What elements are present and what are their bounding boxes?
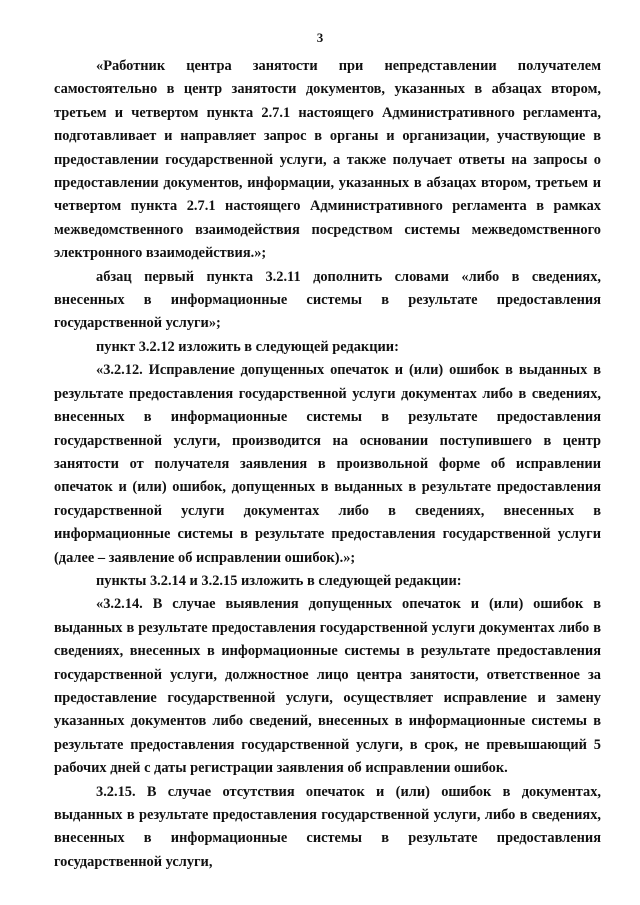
paragraph-1: «Работник центра занятости при непредставлении получателем самостоятельно в центр занятости документов, указанных в абзацах втором, третьем и четвертом пункта 2.7.1 настоящего Административного регламента, подготавливает и направляет запрос в органы и организации, участвующие в предоставлении государственной услуги, а также получает ответы на запросы о предоставлении документов, информации, указанных в абзацах втором, третьем и четвертом пункта 2.7.1 настоящего Административного регламента в рамках межведомственного взаимодействия посредством системы межведомственного электронного взаимодействия.»; xyxy=(54,58,601,262)
paragraph-5: пункты 3.2.14 и 3.2.15 изложить в следующей редакции: xyxy=(96,572,462,589)
paragraph-2: абзац первый пункта 3.2.11 дополнить словами «либо в сведениях, внесенных в информационные системы в результате предоставления государственной услуги»; xyxy=(54,268,601,332)
paragraph-4: «3.2.12. Исправление допущенных опечаток и (или) ошибок в выданных в результате предоставления государственной услуги документах либо в сведениях, внесенных в информационные системы в результате предоставления государственной услуги, производится на основании поступившего в центр занятости от получателя заявления в произвольной форме об исправлении опечаток и (или) ошибок, допущенных в выданных в результате предоставления государственной услуги документах либо в сведениях, внесенных в информационные системы в результате предоставления государственной услуги (далее – заявление об исправлении ошибок).»; xyxy=(54,362,601,566)
paragraph-7: 3.2.15. В случае отсутствия опечаток и (или) ошибок в документах, выданных в результате предоставления государственной услуги, либо в сведениях, внесенных в информационные системы в результате предоставления государственной услуги, xyxy=(54,783,601,870)
paragraph-6: «3.2.14. В случае выявления допущенных опечаток и (или) ошибок в выданных в результате предоставления государственной услуги документах либо в сведениях, внесенных в информационные системы в результате предоставления государственной услуги, должностное лицо центра занятости, ответственное за предоставление государственной услуги, осуществляет исправление и замену указанных документов либо сведений, внесенных в информационные системы в результате предоставления государственной услуги, в срок, не превышающий 5 рабочих дней с даты регистрации заявления об исправлении ошибок. xyxy=(54,596,601,777)
document-body xyxy=(54,55,601,874)
page-number: 3 xyxy=(316,30,324,45)
paragraph-3: пункт 3.2.12 изложить в следующей редакции: xyxy=(96,338,399,355)
